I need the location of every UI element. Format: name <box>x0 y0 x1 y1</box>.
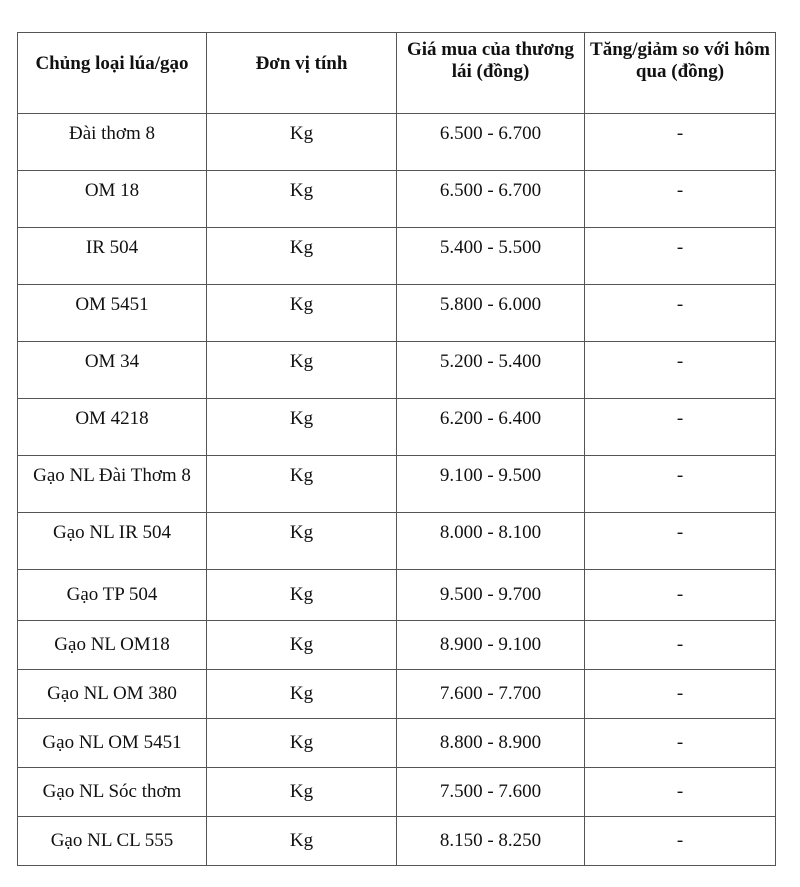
variety-cell: OM 5451 <box>18 285 207 342</box>
price-cell: 7.500 - 7.600 <box>397 768 585 817</box>
change-cell: - <box>585 342 776 399</box>
unit-cell: Kg <box>207 399 397 456</box>
variety-cell: Đài thơm 8 <box>18 114 207 171</box>
variety-cell: Gạo NL OM 5451 <box>18 719 207 768</box>
table-row <box>18 513 776 570</box>
variety-cell: OM 4218 <box>18 399 207 456</box>
unit-cell: Kg <box>207 513 397 570</box>
variety-cell: Gạo NL CL 555 <box>18 817 207 866</box>
rice-price-table <box>17 32 776 866</box>
header-unit: Đơn vị tính <box>207 33 397 114</box>
table-row <box>18 114 776 171</box>
unit-cell: Kg <box>207 171 397 228</box>
table-row <box>18 399 776 456</box>
change-cell: - <box>585 285 776 342</box>
price-cell: 6.500 - 6.700 <box>397 114 585 171</box>
price-cell: 6.500 - 6.700 <box>397 171 585 228</box>
change-cell: - <box>585 768 776 817</box>
price-cell: 8.150 - 8.250 <box>397 817 585 866</box>
price-cell: 9.500 - 9.700 <box>397 570 585 621</box>
unit-cell: Kg <box>207 456 397 513</box>
table-row <box>18 719 776 768</box>
variety-cell: Gạo NL OM18 <box>18 621 207 670</box>
unit-cell: Kg <box>207 719 397 768</box>
header-buy-price: Giá mua của thương lái (đồng) <box>397 33 585 114</box>
price-cell: 7.600 - 7.700 <box>397 670 585 719</box>
unit-cell: Kg <box>207 114 397 171</box>
variety-cell: Gạo NL IR 504 <box>18 513 207 570</box>
unit-cell: Kg <box>207 817 397 866</box>
unit-cell: Kg <box>207 228 397 285</box>
table-row <box>18 171 776 228</box>
unit-cell: Kg <box>207 570 397 621</box>
table-row <box>18 228 776 285</box>
table-header-row <box>18 33 776 114</box>
header-change: Tăng/giảm so với hôm qua (đồng) <box>585 33 776 114</box>
change-cell: - <box>585 621 776 670</box>
table-row <box>18 670 776 719</box>
change-cell: - <box>585 513 776 570</box>
variety-cell: Gạo NL Đài Thơm 8 <box>18 456 207 513</box>
unit-cell: Kg <box>207 768 397 817</box>
price-cell: 8.900 - 9.100 <box>397 621 585 670</box>
variety-cell: OM 34 <box>18 342 207 399</box>
price-cell: 5.200 - 5.400 <box>397 342 585 399</box>
unit-cell: Kg <box>207 670 397 719</box>
variety-cell: IR 504 <box>18 228 207 285</box>
table-row <box>18 285 776 342</box>
variety-cell: OM 18 <box>18 171 207 228</box>
change-cell: - <box>585 719 776 768</box>
table-row <box>18 621 776 670</box>
table-row <box>18 570 776 621</box>
price-cell: 8.800 - 8.900 <box>397 719 585 768</box>
unit-cell: Kg <box>207 285 397 342</box>
price-cell: 9.100 - 9.500 <box>397 456 585 513</box>
price-cell: 8.000 - 8.100 <box>397 513 585 570</box>
change-cell: - <box>585 114 776 171</box>
change-cell: - <box>585 171 776 228</box>
variety-cell: Gạo NL OM 380 <box>18 670 207 719</box>
table-row <box>18 817 776 866</box>
table-row <box>18 342 776 399</box>
table-row <box>18 456 776 513</box>
price-cell: 5.400 - 5.500 <box>397 228 585 285</box>
price-cell: 5.800 - 6.000 <box>397 285 585 342</box>
change-cell: - <box>585 456 776 513</box>
change-cell: - <box>585 399 776 456</box>
change-cell: - <box>585 228 776 285</box>
unit-cell: Kg <box>207 342 397 399</box>
variety-cell: Gạo NL Sóc thơm <box>18 768 207 817</box>
change-cell: - <box>585 570 776 621</box>
table-row <box>18 768 776 817</box>
header-variety: Chủng loại lúa/gạo <box>18 33 207 114</box>
unit-cell: Kg <box>207 621 397 670</box>
variety-cell: Gạo TP 504 <box>18 570 207 621</box>
price-cell: 6.200 - 6.400 <box>397 399 585 456</box>
change-cell: - <box>585 817 776 866</box>
change-cell: - <box>585 670 776 719</box>
